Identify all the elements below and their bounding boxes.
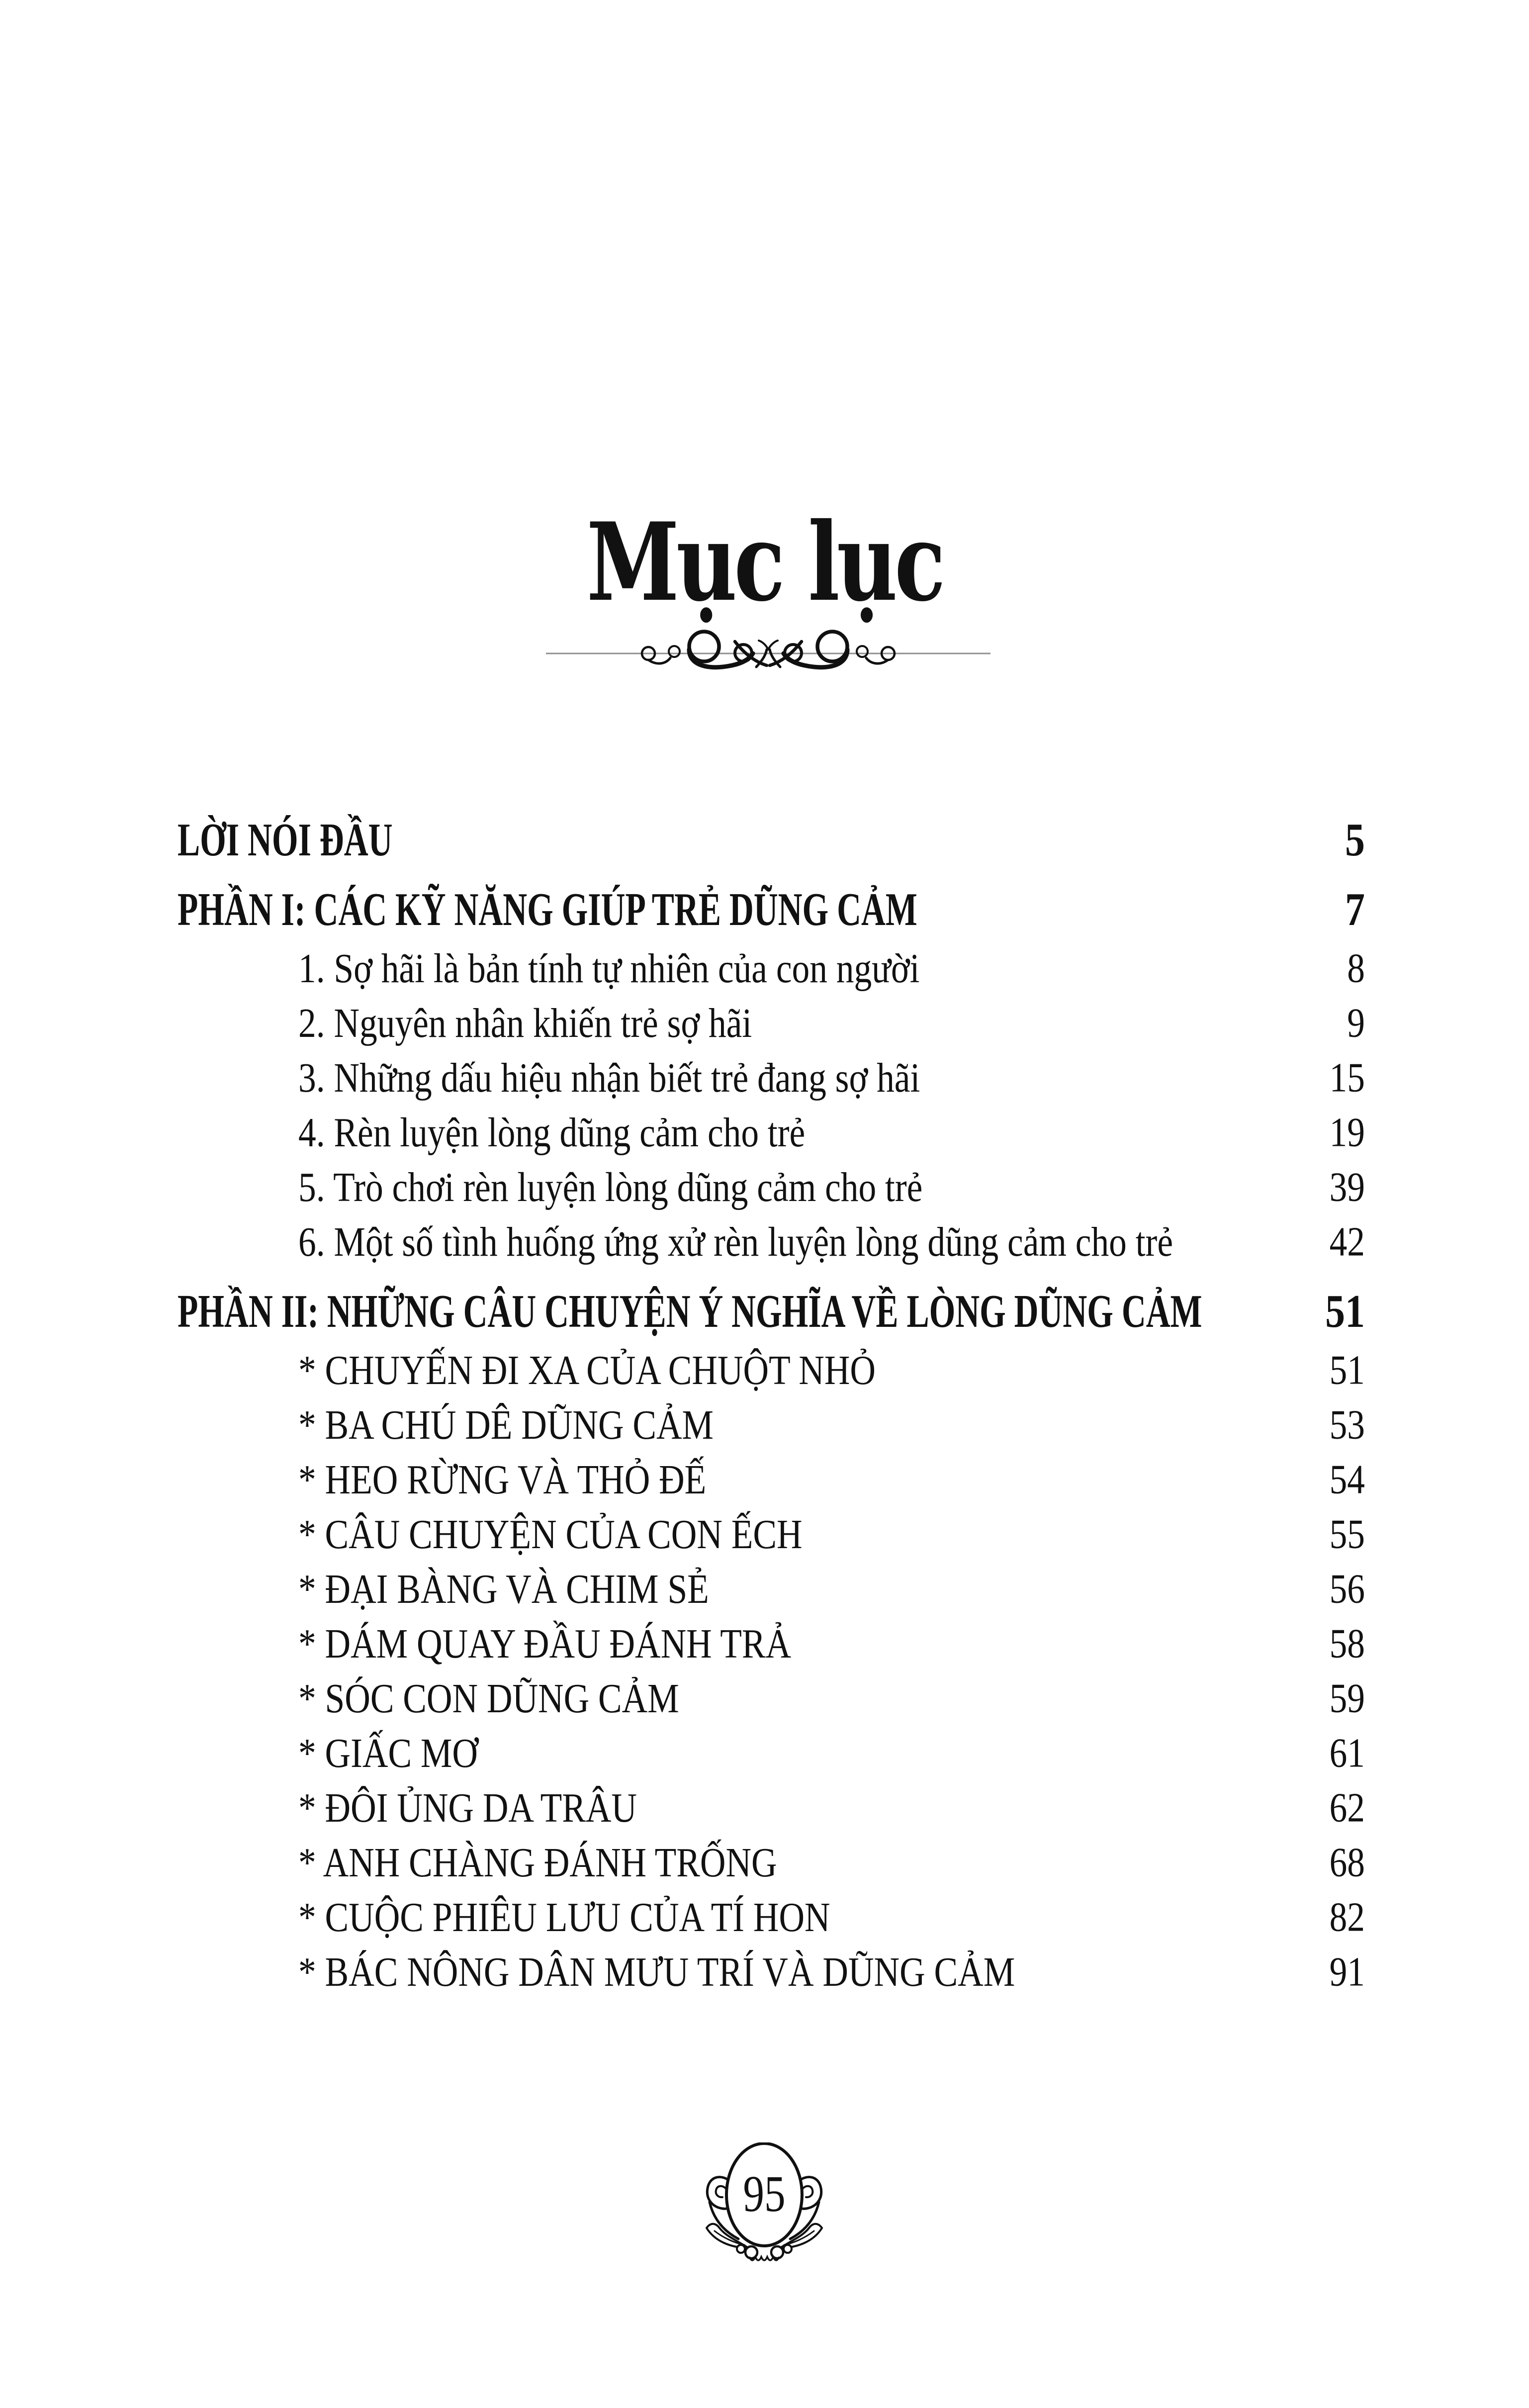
toc-entry-title: * CÂU CHUYỆN CỦA CON ẾCH	[298, 1511, 803, 1558]
toc-entry	[178, 882, 1365, 937]
toc-entry	[178, 1050, 1365, 1105]
toc-entry-title: * ANH CHÀNG ĐÁNH TRỐNG	[298, 1839, 777, 1886]
toc-entry	[178, 1343, 1365, 1397]
toc-entry-title: 1. Sợ hãi là bản tính tự nhiên của con người	[298, 945, 920, 992]
toc-entry	[178, 1160, 1365, 1214]
toc-entry-page: 91	[1329, 1948, 1365, 1995]
toc-entry	[178, 1890, 1365, 1945]
table-of-contents	[178, 813, 1365, 1999]
toc-entry-title: * SÓC CON DŨNG CẢM	[298, 1675, 679, 1722]
toc-entry-title: * CHUYẾN ĐI XA CỦA CHUỘT NHỎ	[298, 1347, 876, 1393]
toc-entry-title: * BÁC NÔNG DÂN MƯU TRÍ VÀ DŨNG CẢM	[298, 1948, 1015, 1995]
toc-entry-title: * CUỘC PHIÊU LƯU CỦA TÍ HON	[298, 1894, 830, 1941]
toc-entry	[178, 1452, 1365, 1507]
ornamental-divider-flourish-icon	[537, 630, 999, 679]
toc-entry-page: 5	[1345, 814, 1365, 866]
toc-entry-page: 58	[1329, 1620, 1365, 1667]
toc-entry	[178, 996, 1365, 1050]
toc-entry-title: * DÁM QUAY ĐẦU ĐÁNH TRẢ	[298, 1620, 792, 1667]
toc-entry-page: 9	[1347, 1000, 1365, 1046]
toc-entry-title: 2. Nguyên nhân khiến trẻ sợ hãi	[298, 1000, 752, 1046]
toc-entry	[178, 1214, 1365, 1269]
toc-entry-page: 82	[1329, 1894, 1365, 1941]
toc-entry-page: 51	[1329, 1347, 1365, 1393]
toc-entry-title: LỜI NÓI ĐẦU	[178, 814, 393, 866]
toc-entry-page: 42	[1329, 1218, 1365, 1265]
toc-entry-title: * ĐẠI BÀNG VÀ CHIM SẺ	[298, 1566, 709, 1612]
toc-entry-page: 61	[1329, 1730, 1365, 1776]
toc-entry-title: * HEO RỪNG VÀ THỎ ĐẾ	[298, 1456, 707, 1503]
toc-entry	[178, 1945, 1365, 1999]
toc-entry	[178, 1397, 1365, 1452]
toc-entry-page: 53	[1329, 1401, 1365, 1448]
toc-entry-page: 62	[1329, 1784, 1365, 1831]
toc-entry-page: 51	[1325, 1286, 1365, 1337]
toc-entry	[178, 1726, 1365, 1780]
toc-entry-page: 19	[1329, 1109, 1365, 1156]
toc-entry-title: 4. Rèn luyện lòng dũng cảm cho trẻ	[298, 1109, 806, 1156]
toc-entry	[178, 1616, 1365, 1671]
toc-entry-title: * BA CHÚ DÊ DŨNG CẢM	[298, 1401, 714, 1448]
toc-entry-title: PHẦN II: NHỮNG CÂU CHUYỆN Ý NGHĨA VỀ LÒNG DŨNG CẢM	[178, 1286, 1202, 1337]
page-number: 95	[743, 2165, 786, 2223]
toc-entry-page: 39	[1329, 1164, 1365, 1210]
toc-entry	[178, 1105, 1365, 1160]
toc-entry	[178, 1284, 1365, 1339]
toc-entry-title: 6. Một số tình huống ứng xử rèn luyện lòng dũng cảm cho trẻ	[298, 1218, 1173, 1265]
toc-entry-title: 5. Trò chơi rèn luyện lòng dũng cảm cho trẻ	[298, 1164, 923, 1210]
page-number-ornament	[700, 2142, 829, 2267]
toc-entry-page: 7	[1345, 884, 1365, 935]
toc-entry	[178, 1835, 1365, 1890]
toc-entry-title: * GIẤC MƠ	[298, 1730, 478, 1776]
page-title: Mục lục	[586, 499, 943, 625]
toc-entry-page: 68	[1329, 1839, 1365, 1886]
toc-entry-page: 56	[1329, 1566, 1365, 1612]
toc-entry-title: 3. Những dấu hiệu nhận biết trẻ đang sợ hãi	[298, 1054, 920, 1101]
toc-entry	[178, 1562, 1365, 1616]
toc-entry-page: 59	[1329, 1675, 1365, 1722]
toc-entry-page: 54	[1329, 1456, 1365, 1503]
toc-entry	[178, 1507, 1365, 1562]
toc-entry-title: * ĐÔI ỦNG DA TRÂU	[298, 1784, 637, 1831]
toc-entry	[178, 813, 1365, 867]
toc-entry-page: 55	[1329, 1511, 1365, 1558]
toc-entry-page: 15	[1329, 1054, 1365, 1101]
toc-entry	[178, 1671, 1365, 1726]
toc-entry	[178, 941, 1365, 996]
toc-entry-title: PHẦN I: CÁC KỸ NĂNG GIÚP TRẺ DŨNG CẢM	[178, 884, 917, 935]
toc-entry-page: 8	[1347, 945, 1365, 992]
toc-entry	[178, 1780, 1365, 1835]
